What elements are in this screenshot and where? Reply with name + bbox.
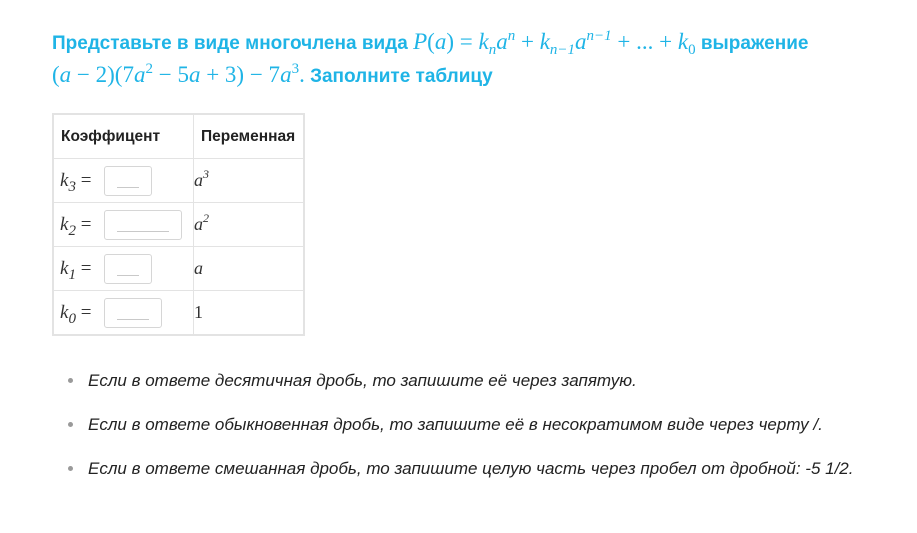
coefficient-table bbox=[52, 113, 305, 336]
header-variable: Переменная bbox=[194, 114, 305, 159]
coef-label-k3: $k_3$ = bbox=[60, 169, 92, 195]
coef-label-k0: $k_0$ = bbox=[60, 301, 92, 327]
note-decimal: Если в ответе десятичная дробь, то запишите её через запятую. bbox=[66, 366, 886, 396]
polynomial-formula: $P(a) = k_na^n + k_{n-1}a^{n-1}$ + ... + $k_0$ bbox=[413, 28, 696, 58]
coef-label-k1: $k_1$ = bbox=[60, 257, 92, 283]
variable-a: a bbox=[194, 247, 305, 291]
task-statement bbox=[52, 26, 902, 92]
answer-input-k3[interactable] bbox=[104, 166, 152, 196]
answer-format-notes bbox=[66, 366, 886, 498]
header-coefficient: Коэффицент bbox=[53, 114, 194, 159]
table-row bbox=[53, 159, 304, 203]
table-header-row bbox=[53, 114, 304, 159]
note-mixed-fraction: Если в ответе смешанная дробь, то запишите целую часть через пробел от дробной: -5 1/2. bbox=[66, 454, 886, 484]
variable-a2: $a^2$ bbox=[194, 203, 305, 247]
task-intro: Представьте в виде многочлена вида bbox=[52, 33, 414, 54]
variable-constant: 1 bbox=[194, 291, 305, 336]
note-fraction: Если в ответе обыкновенная дробь, то запишите её в несократимом виде через черту /. bbox=[66, 410, 886, 440]
table-row bbox=[53, 247, 304, 291]
table-row bbox=[53, 291, 304, 336]
coef-label-k2: $k_2$ = bbox=[60, 213, 92, 239]
expression-formula: $(a - 2)(7a^2 - 5a + 3) - 7a^3$. bbox=[52, 61, 305, 87]
answer-input-k0[interactable] bbox=[104, 298, 162, 328]
table-row bbox=[53, 203, 304, 247]
answer-input-k2[interactable] bbox=[104, 210, 182, 240]
answer-input-k1[interactable] bbox=[104, 254, 152, 284]
task-middle: выражение bbox=[695, 33, 809, 54]
task-outro: Заполните таблицу bbox=[304, 66, 493, 87]
variable-a3: $a^3$ bbox=[194, 159, 305, 203]
